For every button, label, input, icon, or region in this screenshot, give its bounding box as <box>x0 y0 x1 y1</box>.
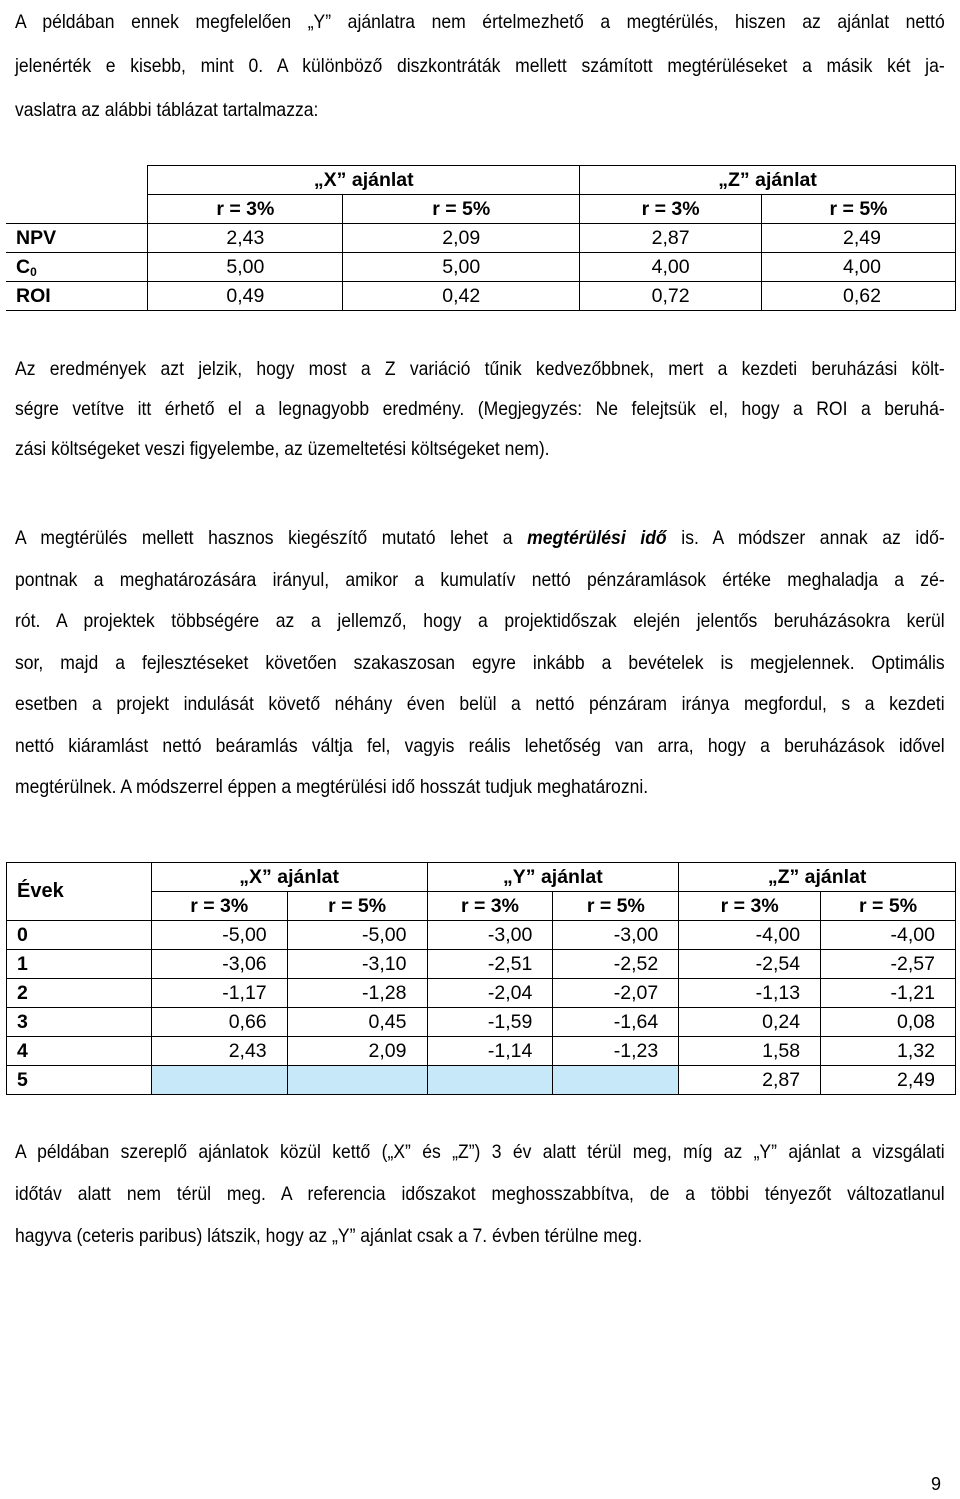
text-line: megtérülnek. A módszerrel éppen a megtérülési idő hosszát tudjuk meghatározni. <box>15 776 649 798</box>
table-cell: 2,87 <box>580 224 762 253</box>
intro-paragraph <box>15 0 945 132</box>
table-cell: 2,87 <box>679 1066 821 1095</box>
group-header-y: „Y” ajánlat <box>427 863 679 892</box>
table-row <box>6 253 956 282</box>
table-cell: -1,64 <box>553 1008 679 1037</box>
text-line: vaslatra az alábbi táblázat tartalmazza: <box>15 99 319 121</box>
text-line: hagyva (ceteris paribus) látszik, hogy az „Y” ajánlat csak a 7. évben térülne meg. <box>15 1225 643 1247</box>
table-header-row <box>6 166 956 195</box>
table-header-row <box>7 863 956 892</box>
year-cell: 2 <box>7 979 152 1008</box>
table-rate-row <box>6 195 956 224</box>
group-header-z: „Z” ajánlat <box>679 863 956 892</box>
conclusion-paragraph <box>15 1131 945 1257</box>
highlighted-empty-cell <box>151 1066 287 1095</box>
text-line: jelenérték e kisebb, mint 0. A különböző diszkontráták mellett számított megtérüléseket a másik két ja- <box>15 55 945 77</box>
text-line: pontnak a meghatározására irányul, amikor a kumulatív nettó pénzáramlások értéke meghaladja a zé- <box>15 568 945 591</box>
table-cell: 0,45 <box>287 1008 427 1037</box>
table-cell: -2,54 <box>679 950 821 979</box>
table-cell: 0,24 <box>679 1008 821 1037</box>
table-cell: -2,07 <box>553 979 679 1008</box>
rate-header: r = 5% <box>553 892 679 921</box>
roi-table <box>6 165 956 311</box>
payback-paragraph <box>15 518 945 809</box>
text-line: rót. A projektek többségére az a jellemző, hogy a projektidőszak elején jelentős beruházásokra kerül <box>15 610 945 632</box>
table-cell: -1,13 <box>679 979 821 1008</box>
rate-header: r = 3% <box>151 892 287 921</box>
year-cell: 5 <box>7 1066 152 1095</box>
emphasis-term: megtérülési idő <box>527 527 667 549</box>
table-cell: 2,09 <box>287 1037 427 1066</box>
rate-header: r = 5% <box>821 892 956 921</box>
table-row <box>7 921 956 950</box>
table-cell: -2,57 <box>821 950 956 979</box>
rate-header: r = 5% <box>762 195 956 224</box>
table-cell: -1,14 <box>427 1037 553 1066</box>
highlighted-empty-cell <box>427 1066 553 1095</box>
text-line: A megtérülés mellett hasznos kiegészítő mutató lehet a megtérülési idő is. A módszer annak az idő- <box>15 527 945 549</box>
group-header-x: „X” ajánlat <box>148 166 580 195</box>
highlighted-empty-cell <box>287 1066 427 1095</box>
table-cell: 2,09 <box>343 224 580 253</box>
year-cell: 3 <box>7 1008 152 1037</box>
table-cell: 5,00 <box>343 253 580 282</box>
table-cell: 0,62 <box>762 282 956 311</box>
table-cell: -1,23 <box>553 1037 679 1066</box>
table-cell: 4,00 <box>762 253 956 282</box>
row-label: NPV <box>6 224 148 253</box>
table-row <box>7 950 956 979</box>
table-row <box>7 1008 956 1037</box>
rate-header: r = 5% <box>343 195 580 224</box>
table-row <box>7 1066 956 1095</box>
table-cell: 1,32 <box>821 1037 956 1066</box>
text-line: időtáv alatt nem térül meg. A referencia időszakot meghosszabbítva, de a többi tényezőt változatlanul <box>15 1183 945 1205</box>
table-row <box>7 1037 956 1066</box>
table-cell: 5,00 <box>148 253 343 282</box>
table-cell: 2,49 <box>762 224 956 253</box>
table-cell: 2,43 <box>151 1037 287 1066</box>
table-cell: 2,43 <box>148 224 343 253</box>
text-line: Az eredmények azt jelzik, hogy most a Z variáció tűnik kedvezőbbnek, mert a kezdeti beruházási költ- <box>15 358 945 380</box>
text-line: A példában ennek megfelelően „Y” ajánlatra nem értelmezhető a megtérülés, hiszen az ajánlat nettó <box>15 11 945 33</box>
highlighted-empty-cell <box>553 1066 679 1095</box>
table-cell: -3,06 <box>151 950 287 979</box>
payback-table <box>6 862 956 1095</box>
rate-header: r = 3% <box>427 892 553 921</box>
year-cell: 1 <box>7 950 152 979</box>
table-cell: 2,49 <box>821 1066 956 1095</box>
text-line: sor, majd a fejlesztéseket követően szakaszosan egyre inkább a bevételek is megjelennek. Optimális <box>15 651 945 674</box>
table-cell: 0,08 <box>821 1008 956 1037</box>
rate-header: r = 3% <box>580 195 762 224</box>
year-cell: 0 <box>7 921 152 950</box>
table-row <box>6 224 956 253</box>
table-cell: -1,17 <box>151 979 287 1008</box>
group-header-x: „X” ajánlat <box>151 863 427 892</box>
table-cell: -1,21 <box>821 979 956 1008</box>
table-cell: 0,66 <box>151 1008 287 1037</box>
text-line: esetben a projekt indulását követő néhány éven belül a nettó pénzáram iránya megfordul, s a kezdeti <box>15 693 945 715</box>
table-cell: -4,00 <box>679 921 821 950</box>
rate-header: r = 3% <box>679 892 821 921</box>
text-line: zási költségeket veszi figyelembe, az üzemeltetési költségeket nem). <box>15 438 550 460</box>
row-label: ROI <box>6 282 148 311</box>
table-cell: -3,10 <box>287 950 427 979</box>
text-line: A példában szereplő ajánlatok közül kettő („X” és „Z”) 3 év alatt térül meg, míg az „Y” ajánlat a vizsgálati <box>15 1141 945 1163</box>
text-line: ségre vetítve itt érhető el a legnagyobb eredmény. (Megjegyzés: Ne felejtsük el, hogy a ROI a beruhá- <box>15 398 945 420</box>
table-cell: -2,52 <box>553 950 679 979</box>
table-cell: -1,28 <box>287 979 427 1008</box>
text-line: nettó kiáramlást nettó beáramlás váltja fel, vagyis reális lehetőség van arra, hogy a beruházások idővel <box>15 734 945 757</box>
year-cell: 4 <box>7 1037 152 1066</box>
table-cell: 0,42 <box>343 282 580 311</box>
table-cell: -2,51 <box>427 950 553 979</box>
rate-header: r = 3% <box>148 195 343 224</box>
table-cell: -3,00 <box>553 921 679 950</box>
table-cell: -5,00 <box>151 921 287 950</box>
table-cell: -5,00 <box>287 921 427 950</box>
rate-header: r = 5% <box>287 892 427 921</box>
page-number: 9 <box>931 1474 942 1494</box>
table-cell: 0,72 <box>580 282 762 311</box>
table-cell: -2,04 <box>427 979 553 1008</box>
table-cell: 4,00 <box>580 253 762 282</box>
group-header-z: „Z” ajánlat <box>580 166 956 195</box>
row-label: $C_0$ <box>6 253 148 282</box>
results-paragraph <box>15 349 945 469</box>
table-cell: -4,00 <box>821 921 956 950</box>
table-cell: -3,00 <box>427 921 553 950</box>
table-cell: 1,58 <box>679 1037 821 1066</box>
table-cell: 0,49 <box>148 282 343 311</box>
table-row <box>6 282 956 311</box>
year-header: Évek <box>7 863 152 921</box>
table-cell: -1,59 <box>427 1008 553 1037</box>
table-row <box>7 979 956 1008</box>
